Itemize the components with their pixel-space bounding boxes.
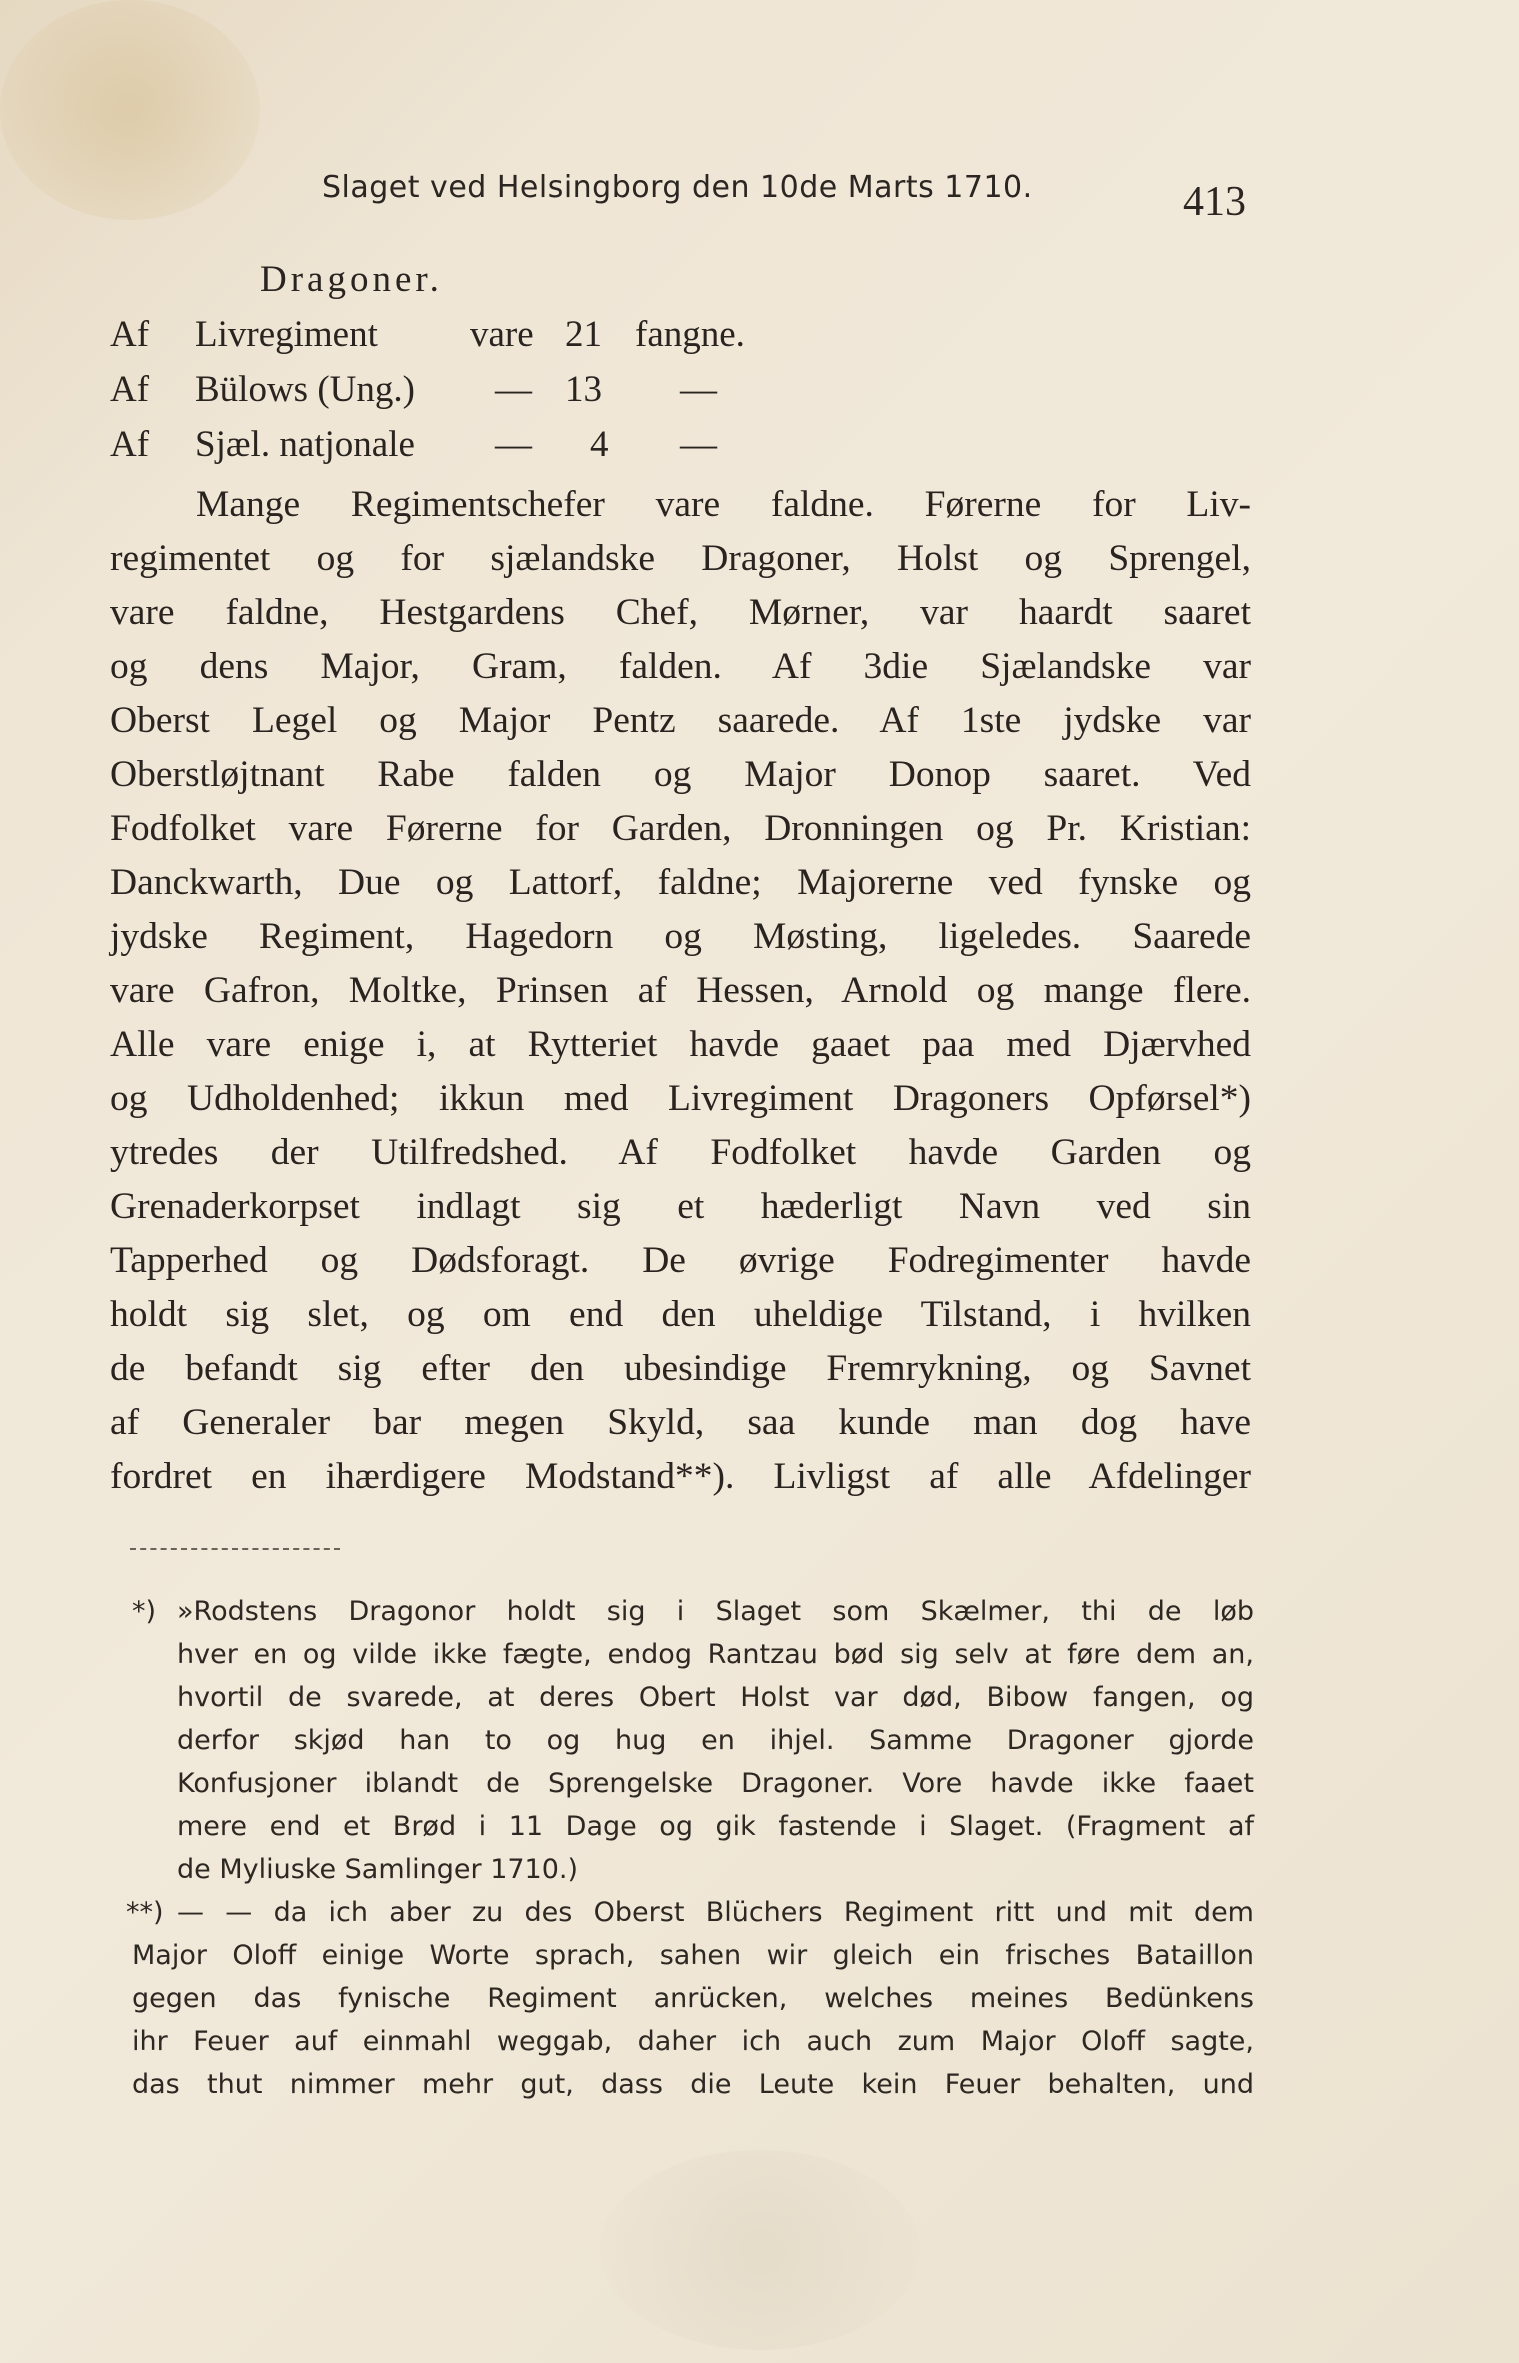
body-line: Oberst Legel og Major Pentz saarede. Af 1ste jydske var <box>110 700 1251 741</box>
footnotes <box>126 1590 1254 2106</box>
page-number: 413 <box>1183 179 1246 225</box>
row-prefix: Af <box>110 314 150 355</box>
footnote <box>132 1590 1254 1891</box>
row-word: — <box>680 369 717 410</box>
footnote-marker: **) <box>126 1897 164 1928</box>
row-prefix: Af <box>110 369 150 410</box>
body-line: holdt sig slet, og om end den uheldige Tilstand, i hvilken <box>110 1294 1251 1335</box>
footnote-line: Konfusjoner iblandt de Sprengelske Dragoner. Vore havde ikke faaet <box>177 1768 1254 1799</box>
body-line: og Udholdenhed; ikkun med Livregiment Dragoners Opførsel*) <box>110 1078 1251 1119</box>
row-verb: — <box>495 369 532 410</box>
footnote-line: — — da ich aber zu des Oberst Blüchers Regiment ritt und mit dem <box>177 1897 1254 1928</box>
row-count: 4 <box>590 424 609 465</box>
body-line: vare faldne, Hestgardens Chef, Mørner, var haardt saaret <box>110 592 1251 633</box>
footnote-line: das thut nimmer mehr gut, dass die Leute kein Feuer behalten, und <box>132 2069 1254 2100</box>
body-line: Tapperhed og Dødsforagt. De øvrige Fodregimenter havde <box>110 1240 1251 1281</box>
body-line: ytredes der Utilfredshed. Af Fodfolket havde Garden og <box>110 1132 1251 1173</box>
body-line: Danckwarth, Due og Lattorf, faldne; Majorerne ved fynske og <box>110 862 1251 903</box>
table-heading: Dragoner. <box>260 259 443 300</box>
row-verb: vare <box>470 314 534 355</box>
row-count: 21 <box>565 314 602 355</box>
footnote-line: hver en og vilde ikke fægte, endog Rantzau bød sig selv at føre dem an, <box>177 1639 1254 1670</box>
footnote-line: »Rodstens Dragonor holdt sig i Slaget som Skælmer, thi de løb <box>177 1596 1254 1627</box>
body-line: de befandt sig efter den ubesindige Fremrykning, og Savnet <box>110 1348 1251 1389</box>
paper-stain <box>0 0 260 220</box>
footnote <box>126 1891 1254 2106</box>
body-line: Alle vare enige i, at Rytteriet havde gaaet paa med Djærvhed <box>110 1024 1251 1065</box>
footnote-line: ihr Feuer auf einmahl weggab, daher ich auch zum Major Oloff sagte, <box>132 2026 1254 2057</box>
running-title: Slaget ved Helsingborg den 10de Marts 1710. <box>322 170 1033 205</box>
body-line: regimentet og for sjælandske Dragoner, Holst og Sprengel, <box>110 538 1251 579</box>
footnote-line: hvortil de svarede, at deres Obert Holst var død, Bibow fangen, og <box>177 1682 1254 1713</box>
row-unit: Livregiment <box>195 314 378 355</box>
body-line: vare Gafron, Moltke, Prinsen af Hessen, Arnold og mange flere. <box>110 970 1251 1011</box>
row-prefix: Af <box>110 424 150 465</box>
footnote-line: gegen das fynische Regiment anrücken, welches meines Bedünkens <box>132 1983 1254 2014</box>
row-count: 13 <box>565 369 602 410</box>
row-unit: Sjæl. natjonale <box>195 424 415 465</box>
footnote-line: Major Oloff einige Worte sprach, sahen wir gleich ein frisches Bataillon <box>132 1940 1254 1971</box>
body-line: Mange Regimentschefer vare faldne. Førerne for Liv- <box>196 484 1251 525</box>
row-word: fangne. <box>635 314 745 355</box>
footnote-separator <box>130 1548 340 1550</box>
footnote-line: mere end et Brød i 11 Dage og gik fastende i Slaget. (Fragment af <box>177 1811 1254 1842</box>
body-line: fordret en ihærdigere Modstand**). Livligst af alle Afdelinger <box>110 1456 1251 1497</box>
body-line: Fodfolket vare Førerne for Garden, Dronningen og Pr. Kristian: <box>110 808 1251 849</box>
body-line: jydske Regiment, Hagedorn og Møsting, ligeledes. Saarede <box>110 916 1251 957</box>
row-word: — <box>680 424 717 465</box>
body-line: af Generaler bar megen Skyld, saa kunde man dog have <box>110 1402 1251 1443</box>
row-verb: — <box>495 424 532 465</box>
footnote-marker: *) <box>132 1596 157 1627</box>
footnote-line: de Myliuske Samlinger 1710.) <box>177 1854 579 1885</box>
paper-stain <box>600 2150 920 2350</box>
body-paragraph <box>110 478 1251 1504</box>
body-line: og dens Major, Gram, falden. Af 3die Sjælandske var <box>110 646 1251 687</box>
body-line: Oberstløjtnant Rabe falden og Major Donop saaret. Ved <box>110 754 1251 795</box>
row-unit: Bülows (Ung.) <box>195 369 415 410</box>
body-line: Grenaderkorpset indlagt sig et hæderligt Navn ved sin <box>110 1186 1251 1227</box>
footnote-line: derfor skjød han to og hug en ihjel. Samme Dragoner gjorde <box>177 1725 1254 1756</box>
